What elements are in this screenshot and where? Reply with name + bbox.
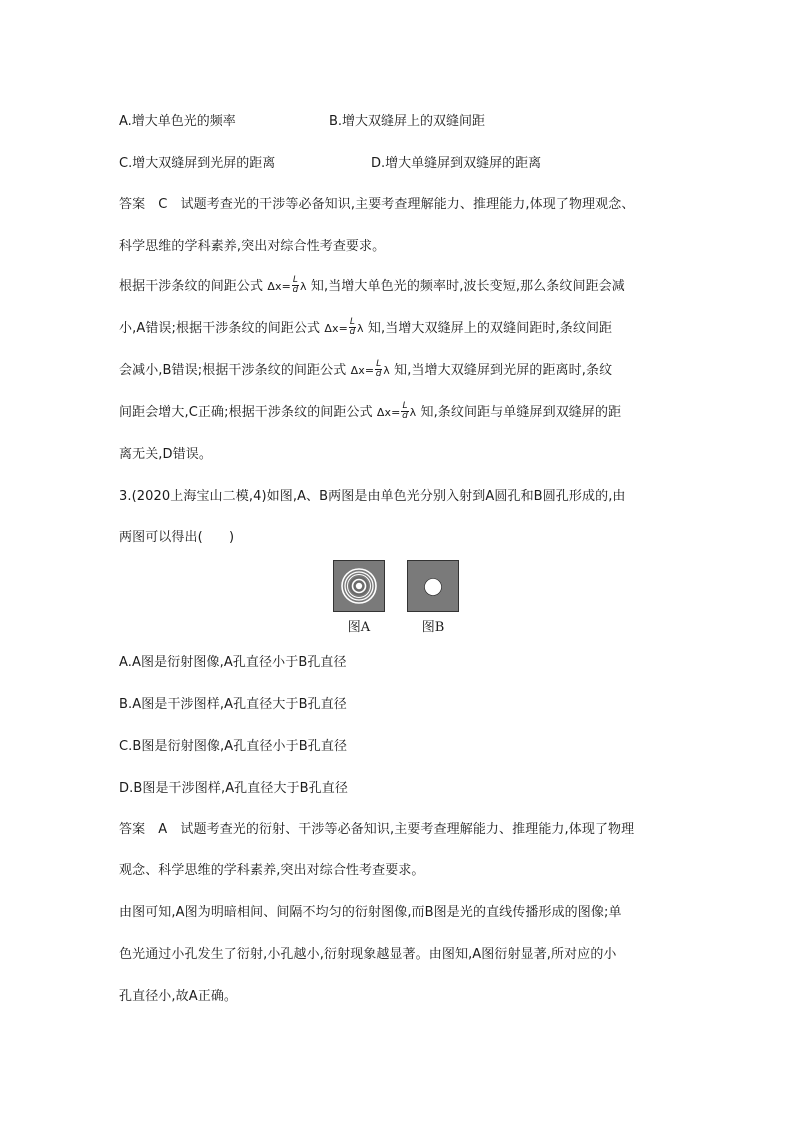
explanation-text: 小,A错误;根据干涉条纹的间距公式 [119, 321, 325, 336]
q2-explanation-line [119, 401, 621, 423]
formula-numerator: L [349, 316, 356, 327]
formula-lambda: λ [383, 364, 390, 377]
formula-lambda: λ [357, 322, 364, 335]
q3-explanation-line: 色光通过小孔发生了衍射,小孔越小,衍射现象越显著。由图知,A图衍射显著,所对应的小 [119, 947, 617, 962]
formula-denominator: d [292, 284, 299, 295]
light-spot-icon [408, 561, 458, 611]
figure-a-image [333, 560, 385, 612]
formula-denominator: d [349, 326, 356, 337]
q2-explanation-line: 离无关,D错误。 [119, 447, 212, 462]
figure-b-caption: 图B [421, 620, 445, 635]
formula-numerator: L [292, 274, 299, 285]
figure-b-image [407, 560, 459, 612]
formula-lhs: Δx= [376, 406, 401, 419]
formula-lambda: λ [300, 280, 307, 293]
explanation-text: 知,当增大双缝屏上的双缝间距时,条纹间距 [363, 321, 613, 336]
q2-answer-line: 答案 C 试题考查光的干涉等必备知识,主要考查理解能力、推理能力,体现了物理观念、 [119, 197, 635, 212]
spacing-formula [267, 274, 307, 295]
diffraction-rings-icon [334, 561, 384, 611]
q3-stem-line: 3.(2020上海宝山二模,4)如图,A、B两图是由单色光分别入射到A圆孔和B圆孔形成的,由 [119, 489, 626, 504]
formula-fraction [401, 402, 408, 421]
formula-numerator: L [402, 400, 408, 411]
spacing-formula [350, 358, 390, 379]
spacing-formula [324, 316, 364, 337]
q3-stem-line: 两图可以得出( ) [119, 530, 235, 545]
q3-explanation-line: 孔直径小,故A正确。 [119, 989, 238, 1004]
explanation-text: 间距会增大,C正确;根据干涉条纹的间距公式 [119, 405, 377, 420]
spacing-formula [376, 400, 417, 421]
formula-fraction [349, 318, 356, 337]
formula-denominator: d [375, 368, 382, 379]
explanation-text: 知,条纹间距与单缝屏到双缝屏的距 [416, 405, 622, 420]
q3-option-d: D.B图是干涉图样,A孔直径大于B孔直径 [119, 781, 349, 796]
q3-answer-line: 答案 A 试题考查光的衍射、干涉等必备知识,主要考查理解能力、推理能力,体现了物理 [119, 822, 635, 837]
q3-answer-line: 观念、科学思维的学科素养,突出对综合性考查要求。 [119, 863, 425, 878]
formula-denominator: d [402, 410, 408, 421]
q3-option-a: A.A图是衍射图像,A孔直径小于B孔直径 [119, 655, 347, 670]
q3-option-c: C.B图是衍射图像,A孔直径小于B孔直径 [119, 739, 348, 754]
formula-fraction [375, 360, 382, 379]
q2-explanation-line [119, 359, 612, 381]
formula-lambda: λ [409, 406, 417, 419]
formula-lhs: Δx= [267, 280, 291, 293]
explanation-text: 知,当增大双缝屏到光屏的距离时,条纹 [389, 363, 613, 378]
q3-option-b: B.A图是干涉图样,A孔直径大于B孔直径 [119, 697, 347, 712]
q2-option-a: A.增大单色光的频率 [119, 114, 236, 129]
formula-fraction [292, 276, 299, 295]
explanation-text: 知,当增大单色光的频率时,波长变短,那么条纹间距会减 [306, 279, 625, 294]
q3-explanation-line: 由图可知,A图为明暗相间、间隔不均匀的衍射图像,而B图是光的直线传播形成的图像;单 [119, 905, 622, 920]
formula-lhs: Δx= [324, 322, 348, 335]
q2-option-d: D.增大单缝屏到双缝屏的距离 [371, 156, 542, 171]
q2-explanation-line [119, 275, 625, 297]
q2-answer-line: 科学思维的学科素养,突出对综合性考查要求。 [119, 239, 386, 254]
q2-explanation-line [119, 317, 612, 339]
diffraction-figure [333, 560, 463, 636]
explanation-text: 会减小,B错误;根据干涉条纹的间距公式 [119, 363, 351, 378]
formula-lhs: Δx= [350, 364, 375, 377]
explanation-text: 根据干涉条纹的间距公式 [119, 279, 268, 294]
figure-a-caption: 图A [347, 620, 371, 635]
q2-option-c: C.增大双缝屏到光屏的距离 [119, 156, 276, 171]
formula-numerator: L [376, 358, 382, 369]
q2-option-b: B.增大双缝屏上的双缝间距 [329, 114, 486, 129]
